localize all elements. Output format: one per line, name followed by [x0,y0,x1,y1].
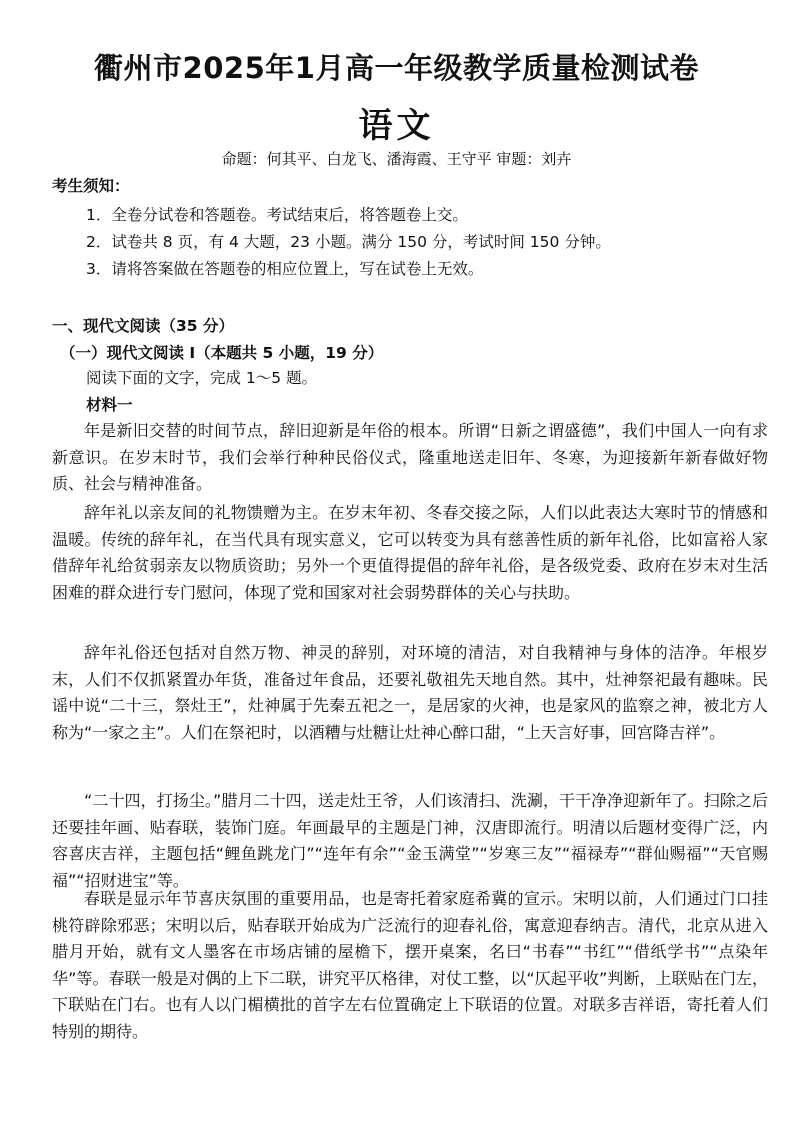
reading-instruction: 阅读下面的文字，完成 1～5 题。 [86,369,318,387]
notice-item-2: 2．试卷共 8 页，有 4 大题，23 小题。满分 150 分，考试时间 150 分钟。 [86,233,611,251]
paragraph-3: 辞年礼俗还包括对自然万物、神灵的辞别，对环境的清洁，对自我精神与身体的洁净。年根岁末，人们不仅抓紧置办年货，准备过年食品，还要礼敬祖先天地自然。其中，灶神祭祀最有趣味。民谣中说“二十三，祭灶王”，灶神属于先秦五祀之一，是居家的火神，也是家风的监察之神，被北方人称为“一家之主”。人们在祭祀时，以酒糟与灶糖让灶神心醉口甜，“上天言好事，回宫降吉祥”。 [52,643,768,742]
paragraph-2: 辞年礼以亲友间的礼物馈赠为主。在岁末年初、冬春交接之际，人们以此表达大寒时节的情感和温暖。传统的辞年礼，在当代具有现实意义，它可以转变为具有慈善性质的新年礼俗，比如富裕人家借辞年礼给贫弱亲友以物质资助；另外一个更值得提倡的辞年礼俗，是各级党委、政府在岁末对生活困难的群众进行专门慰问，体现了党和国家对社会弱势群体的关心与扶助。 [52,503,768,602]
notice-heading: 考生须知： [52,177,130,195]
notice-item-1: 1．全卷分试卷和答题卷。考试结束后，将答题卷上交。 [86,206,468,224]
paragraph-1: 年是新旧交替的时间节点，辞旧迎新是年俗的根本。所谓“日新之谓盛德”，我们中国人一向有求新意识。在岁末时节，我们会举行种种民俗仪式，隆重地送走旧年、冬寒，为迎接新年新春做好物质、社会与精神准备。 [52,421,768,493]
section-heading: 一、现代文阅读（35 分） [52,317,234,335]
sub-section-heading: （一）现代文阅读 I（本题共 5 小题，19 分） [60,344,384,362]
material-label: 材料一 [86,396,133,414]
subject-title: 语文 [358,106,435,146]
exam-title: 衢州市2025年1月高一年级教学质量检测试卷 [94,51,699,85]
authors-line: 命题：何其平、白龙飞、潘海霞、王守平 审题：刘卉 [221,150,572,168]
notice-item-3: 3．请将答案做在答题卷的相应位置上，写在试卷上无效。 [86,260,484,278]
paragraph-4: “二十四，打扬尘。”腊月二十四，送走灶王爷，人们该清扫、洗涮，干干净净迎新年了。扫除之后还要挂年画、贴春联，装饰门庭。年画最早的主题是门神，汉唐即流行。明清以后题材变得广泛，内容喜庆吉祥，主题包括“鲤鱼跳龙门”“连年有余”“金玉满堂”“岁寒三友”“福禄寿”“群仙赐福”“天官赐福”“招财进宝”等。 [52,791,768,890]
paragraph-5: 春联是显示年节喜庆氛围的重要用品，也是寄托着家庭希冀的宣示。宋明以前，人们通过门口挂桃符辟除邪恶；宋明以后，贴春联开始成为广泛流行的迎春礼俗，寓意迎春纳吉。清代，北京从进入腊月开始，就有文人墨客在市场店铺的屋檐下，摆开桌案，名曰“书春”“书红”“借纸学书”“点染年华”等。春联一般是对偶的上下二联，讲究平仄格律，对仗工整，以“仄起平收”判断，上联贴在门左，下联贴在门右。也有人以门楣横批的首字左右位置确定上下联语的位置。对联多吉祥语，寄托着人们特别的期待。 [52,889,768,1041]
